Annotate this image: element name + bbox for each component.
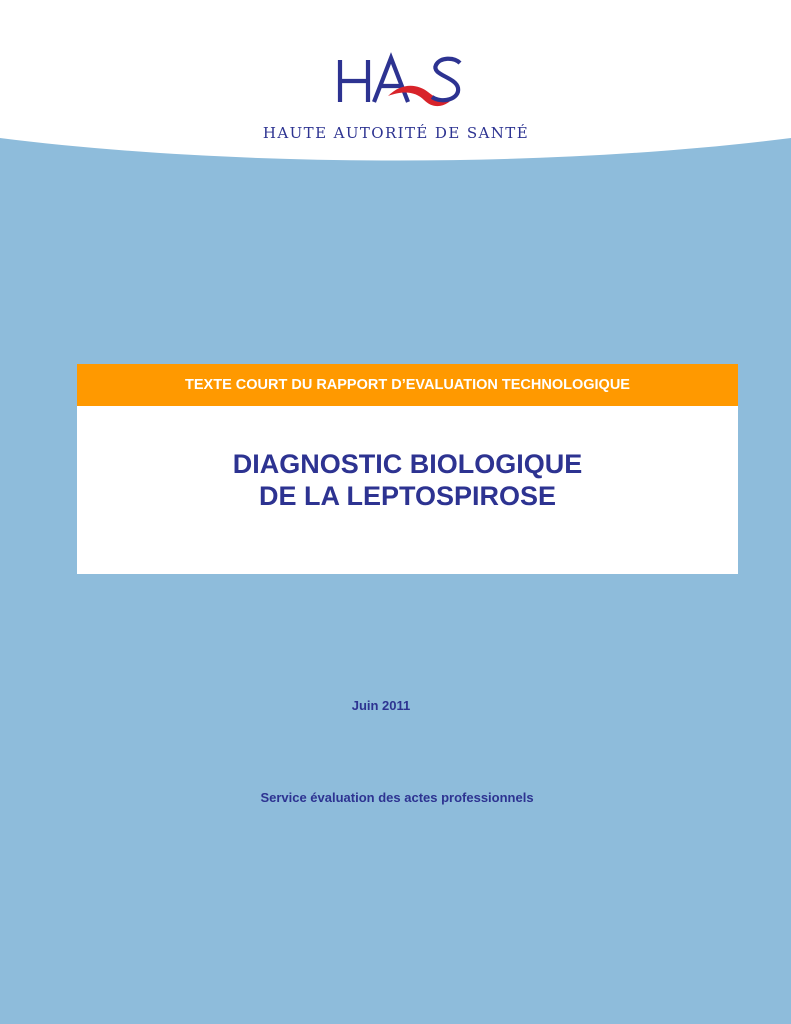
logo-subtitle: HAUTE AUTORITÉ DE SANTÉ [262, 124, 530, 142]
service-name: Service évaluation des actes professionnels [260, 790, 534, 805]
title-card [77, 364, 738, 574]
document-title [77, 448, 738, 512]
document-title-line-2: DE LA LEPTOSPIROSE [258, 481, 557, 511]
document-type-banner: TEXTE COURT DU RAPPORT D’EVALUATION TECHNOLOGIQUE [77, 364, 738, 406]
publication-date: Juin 2011 [351, 698, 411, 713]
has-logo-icon [330, 52, 470, 116]
document-title-line-1: DIAGNOSTIC BIOLOGIQUE [232, 449, 583, 479]
